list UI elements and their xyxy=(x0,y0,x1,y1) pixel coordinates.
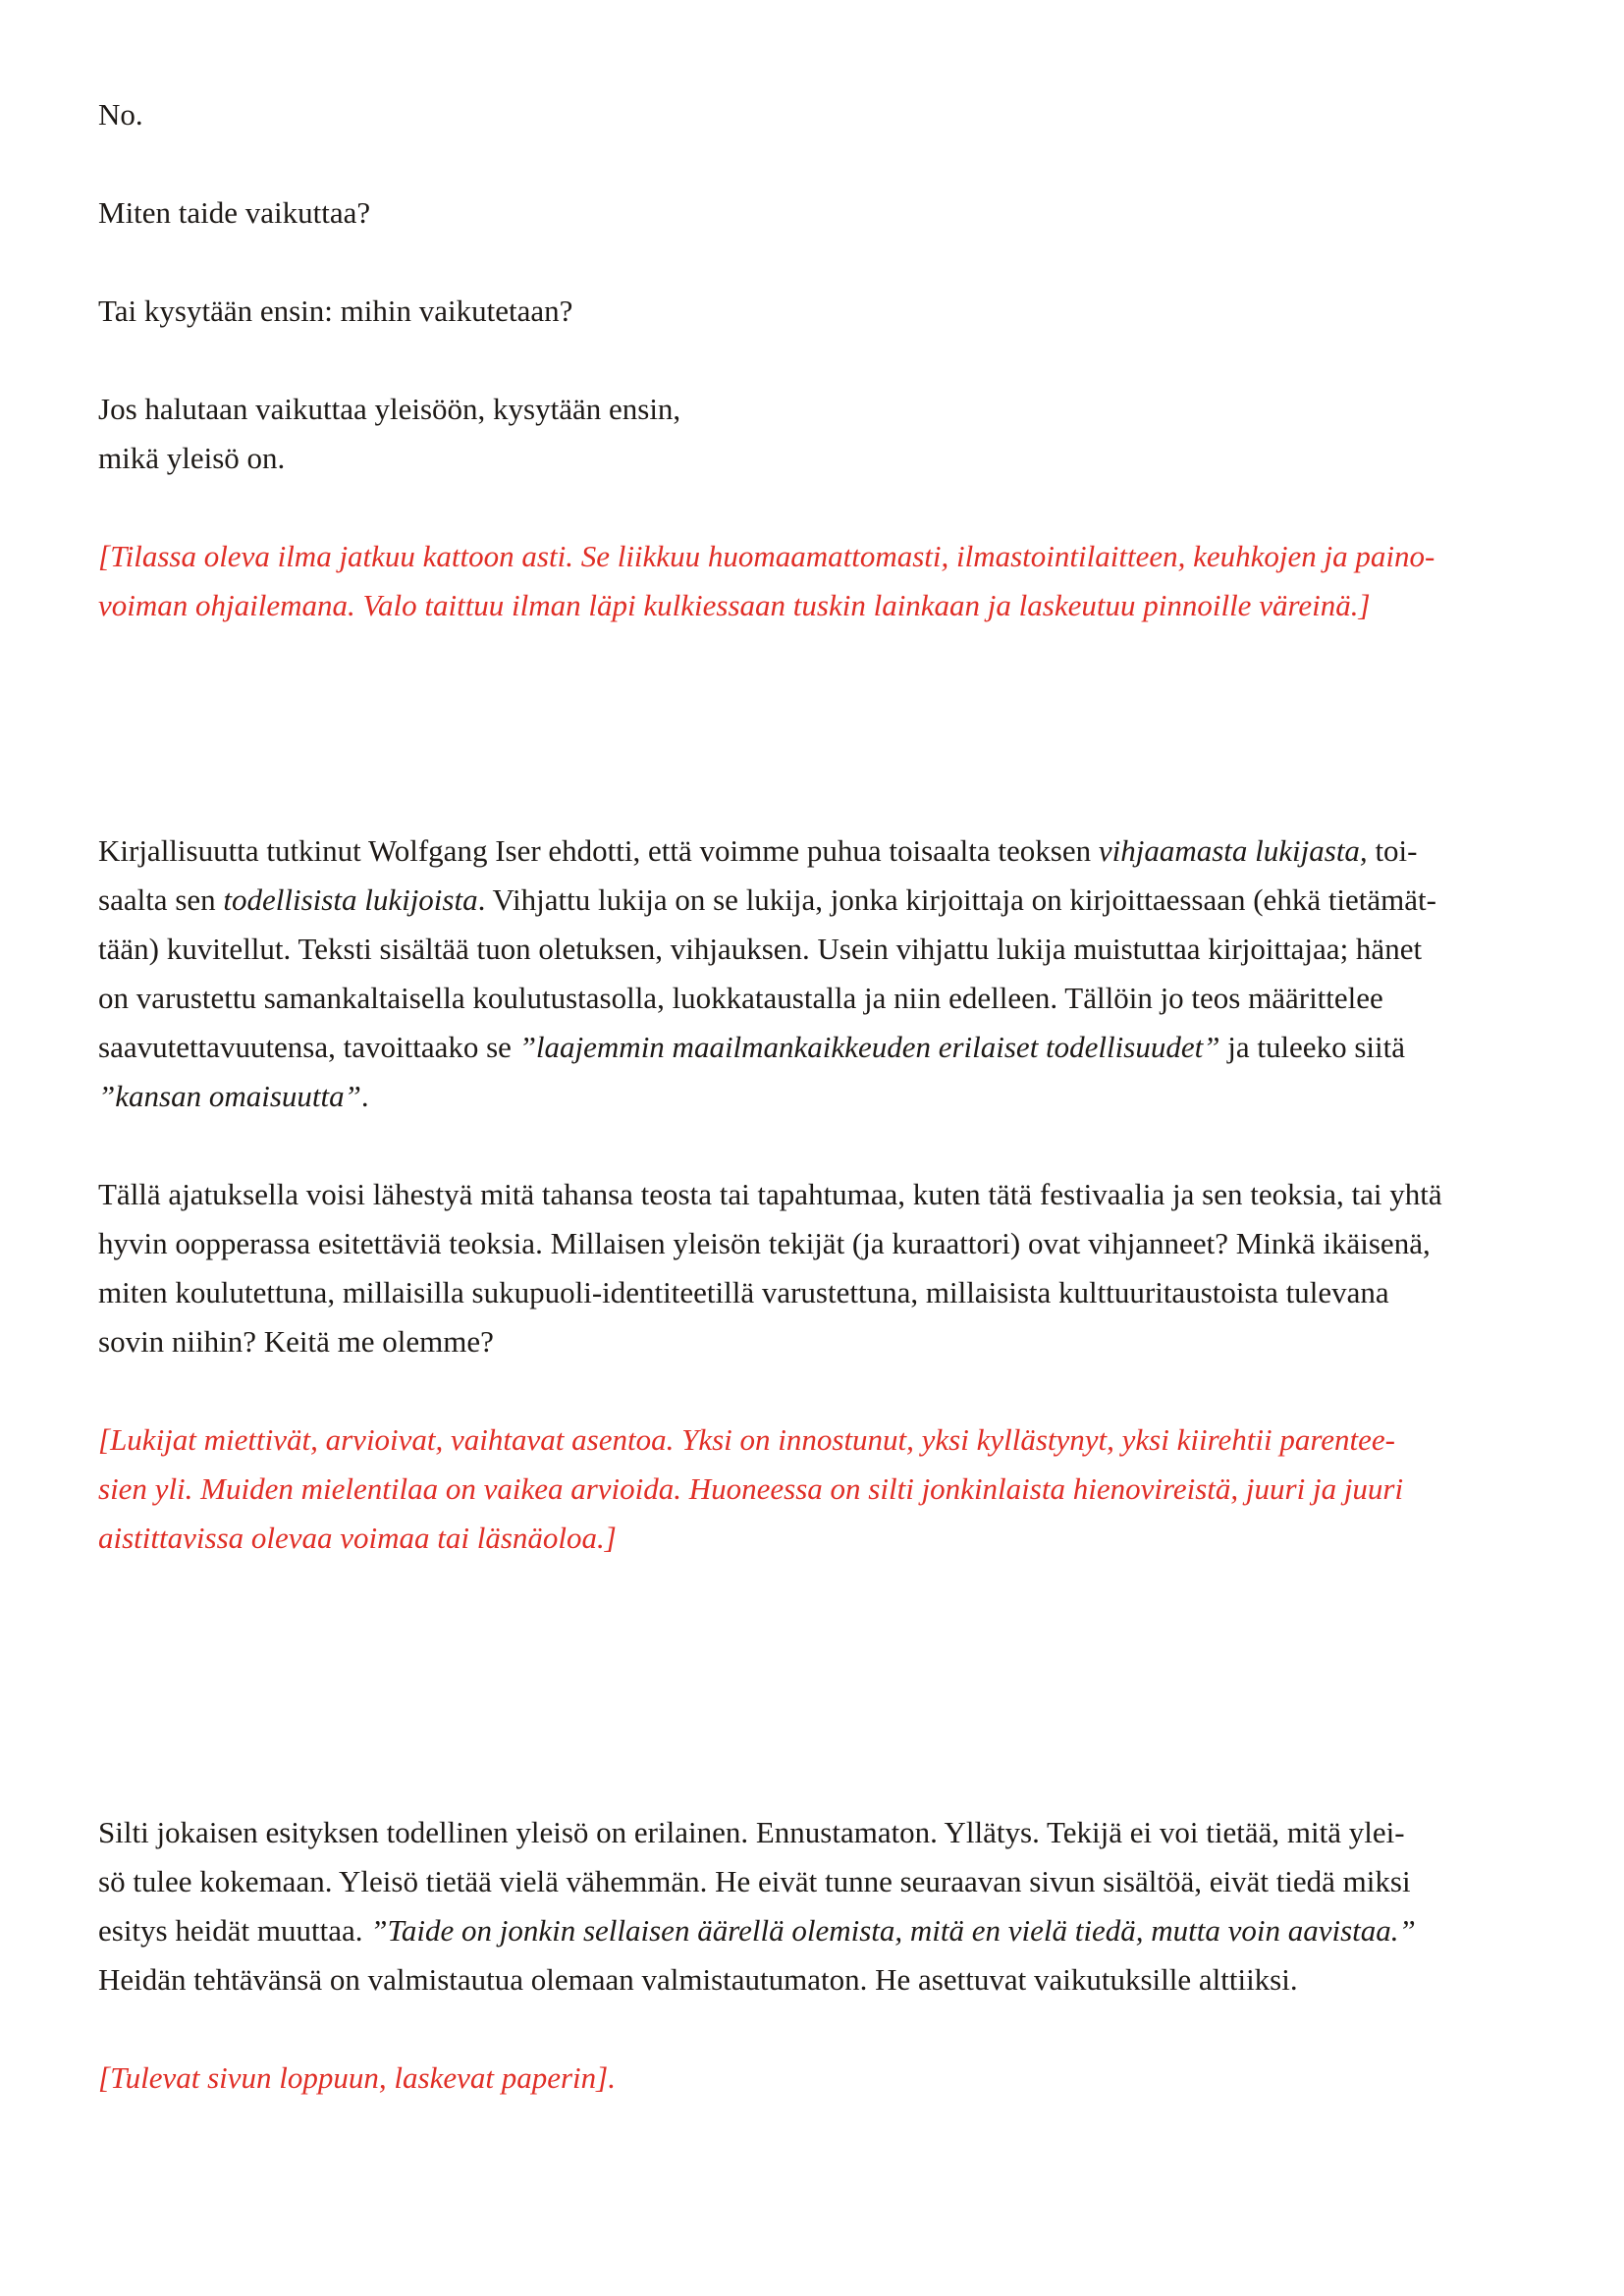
text-line xyxy=(98,1857,1624,1906)
text-line xyxy=(98,287,1624,336)
text-line xyxy=(98,1415,1624,1465)
text-line xyxy=(98,827,1624,876)
text-line xyxy=(98,1808,1624,1857)
opening-word xyxy=(98,90,1624,139)
text-line xyxy=(98,2054,1624,2103)
body-text: saalta sen xyxy=(98,882,224,917)
text-line xyxy=(98,1514,1624,1563)
text-line xyxy=(98,188,1624,238)
body-text: voiman ohjailemana. Valo taittuu ilman läpi kulkiessaan tuskin lainkaan ja laskeutuu pinnoille väreinä.] xyxy=(98,588,1371,622)
body-text: Miten taide vaikuttaa? xyxy=(98,195,371,230)
emphasized-text: ”laajemmin maailmankaikkeuden erilaiset todellisuudet” xyxy=(518,1030,1220,1064)
text-line xyxy=(98,876,1624,925)
text-line xyxy=(98,1072,1624,1121)
text-line xyxy=(98,1023,1624,1072)
body-text: sien yli. Muiden mielentilaa on vaikea arvioida. Huoneessa on silti jonkinlaista hienovireistä, juuri ja juuri xyxy=(98,1471,1404,1506)
stage-direction-readers xyxy=(98,1415,1624,1563)
body-text: saavutettavuutensa, tavoittaako se xyxy=(98,1030,519,1064)
text-line xyxy=(98,974,1624,1023)
body-text: No. xyxy=(98,97,143,132)
body-text: mikä yleisö on. xyxy=(98,441,286,475)
text-line xyxy=(98,1219,1624,1268)
text-line xyxy=(98,1465,1624,1514)
body-text: miten koulutettuna, millaisilla sukupuoli-identiteetillä varustettuna, millaisista kulttuuritaustoista tulevana xyxy=(98,1275,1389,1309)
body-text: Jos halutaan vaikuttaa yleisöön, kysytään ensin, xyxy=(98,392,681,426)
body-text: on varustettu samankaltaisella koulutustasolla, luokkataustalla ja niin edelleen. Tällöin jo teos määrittelee xyxy=(98,981,1383,1015)
body-text: Silti jokaisen esityksen todellinen yleisö on erilainen. Ennustamaton. Yllätys. Tekijä ei voi tietää, mitä ylei- xyxy=(98,1815,1405,1849)
stage-direction-air xyxy=(98,532,1624,630)
text-line xyxy=(98,925,1624,974)
body-text: [Lukijat miettivät, arvioivat, vaihtavat asentoa. Yksi on innostunut, yksi kyllästynyt, yksi kiirehtii parentee- xyxy=(98,1422,1395,1457)
body-text: esitys heidät muuttaa. xyxy=(98,1913,371,1948)
body-text: Kirjallisuutta tutkinut Wolfgang Iser ehdotti, että voimme puhua toisaalta teoksen xyxy=(98,833,1099,868)
emphasized-text: todellisista lukijoista xyxy=(223,882,478,917)
text-line xyxy=(98,1170,1624,1219)
body-text: Tällä ajatuksella voisi lähestyä mitä tahansa teosta tai tapahtumaa, kuten tätä festivaalia ja sen teoksia, tai yhtä xyxy=(98,1177,1442,1211)
body-text: aistittavissa olevaa voimaa tai läsnäoloa.] xyxy=(98,1521,617,1555)
statement-audience xyxy=(98,385,1624,483)
body-text: Heidän tehtävänsä on valmistautua olemaan valmistautumaton. He asettuvat vaikutuksille alttiiksi. xyxy=(98,1962,1298,1997)
body-text: sovin niihin? Keitä me olemme? xyxy=(98,1324,494,1359)
emphasized-text: ”kansan omaisuutta” xyxy=(98,1079,361,1113)
text-line xyxy=(98,434,1624,483)
text-line xyxy=(98,385,1624,434)
body-text: hyvin oopperassa esitettäviä teoksia. Millaisen yleisön tekijät (ja kuraattori) ovat vihjanneet? Minkä ikäisenä, xyxy=(98,1226,1431,1260)
body-text: tään) kuvitellut. Teksti sisältää tuon oletuksen, vihjauksen. Usein vihjattu lukija muistuttaa kirjoittajaa; hänet xyxy=(98,932,1423,966)
text-line xyxy=(98,1317,1624,1366)
body-text: toi- xyxy=(1367,833,1418,868)
body-text: [Tilassa oleva ilma jatkuu kattoon asti. Se liikkuu huomaamattomasti, ilmastointilaitteen, keuhkojen ja paino- xyxy=(98,539,1435,573)
text-line xyxy=(98,1906,1624,1955)
stage-direction-page-end xyxy=(98,2054,1624,2103)
question-how-art-affects xyxy=(98,188,1624,238)
body-text: [Tulevat sivun loppuun, laskevat paperin]. xyxy=(98,2060,616,2095)
body-text: . xyxy=(360,1079,369,1113)
body-text: sö tulee kokemaan. Yleisö tietää vielä vähemmän. He eivät tunne seuraavan sivun sisältöä, eivät tiedä miksi xyxy=(98,1864,1411,1898)
paragraph-real-audience xyxy=(98,1808,1624,2004)
question-what-is-affected xyxy=(98,287,1624,336)
emphasized-text: vihjaamasta lukijasta, xyxy=(1098,833,1368,868)
emphasized-text: ”Taide on jonkin sellaisen äärellä olemista, mitä en vielä tiedä, mutta voin aavistaa.” xyxy=(370,1913,1416,1948)
paragraph-festival xyxy=(98,1170,1624,1366)
body-text: . Vihjattu lukija on se lukija, jonka kirjoittaja on kirjoittaessaan (ehkä tietämät- xyxy=(477,882,1436,917)
body-text: ja tuleeko siitä xyxy=(1219,1030,1405,1064)
text-line xyxy=(98,581,1624,630)
text-line xyxy=(98,90,1624,139)
text-line xyxy=(98,1955,1624,2004)
text-line xyxy=(98,1268,1624,1317)
body-text: Tai kysytään ensin: mihin vaikutetaan? xyxy=(98,294,573,328)
paragraph-wolfgang-iser xyxy=(98,827,1624,1121)
text-line xyxy=(98,532,1624,581)
